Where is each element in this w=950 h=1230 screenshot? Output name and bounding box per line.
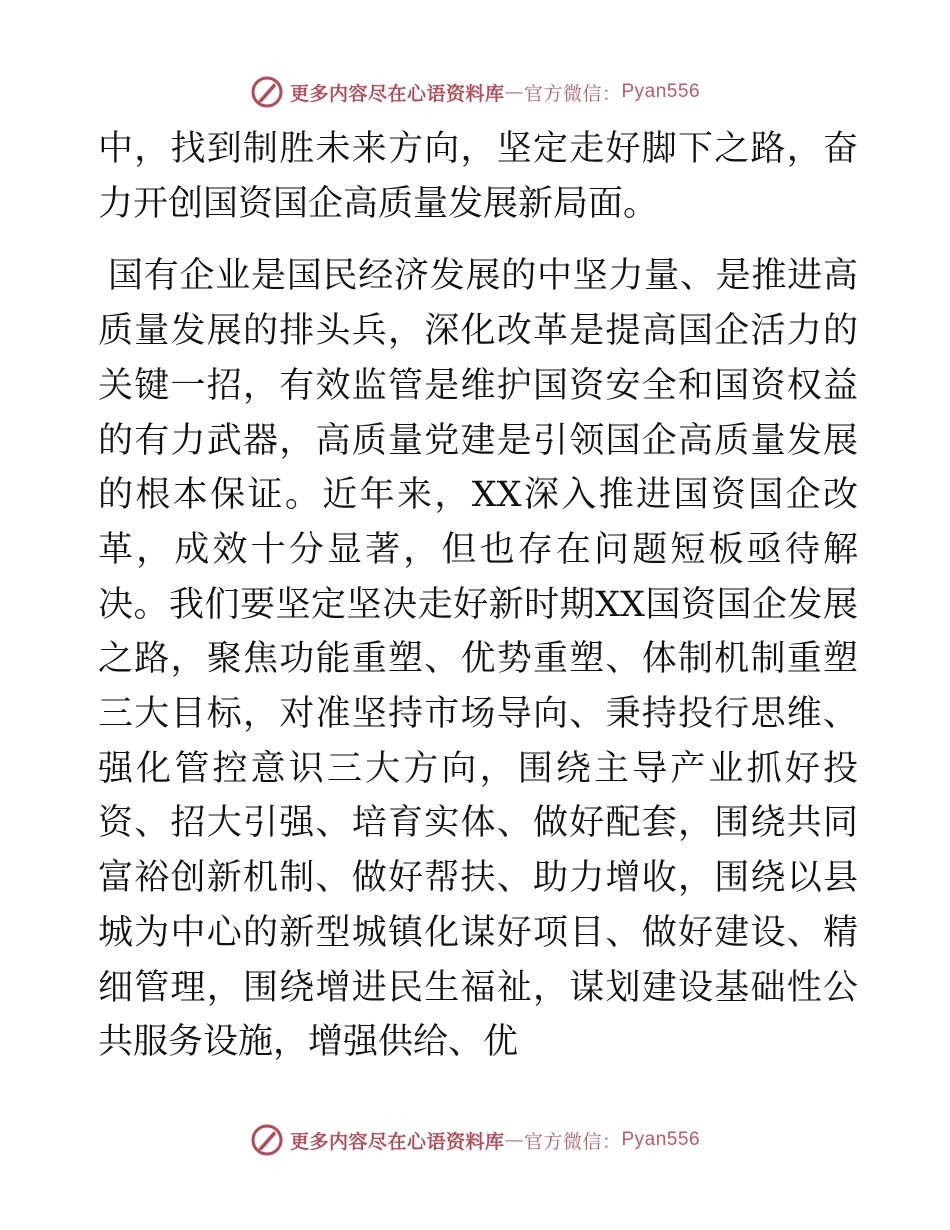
- header-library-text: 更多内容尽在心语资料库: [289, 82, 505, 105]
- header-wechat-label: 官方微信：: [523, 82, 622, 105]
- quill-logo-icon: [250, 1123, 284, 1157]
- header-dash: —: [504, 81, 524, 103]
- body-paragraph-1: 中，找到制胜未来方向，坚定走好脚下之路，奋力开创国资国企高质量发展新局面。: [98, 129, 858, 224]
- body-paragraph-2: 国有企业是国民经济发展的中坚力量、是推进高质量发展的排头兵，深化改革是提高国企活力的关键一招，有效监管是维护国资安全和国资权益的有力武器，高质量党建是引领国企高质量发展的根本保证。近年来，XX深入推进国资国企改革，成效十分显著，但也存在问题短板亟待解决。我们要坚定坚决走好新时期XX国资国企发展之路，聚焦功能重塑、优势重塑、体制机制重塑三大目标，对准坚持市场导向、秉持投行思维、强化管控意识三大方向，围绕主导产业抓好投资、招大引强、培育实体、做好配套，围绕共同富裕创新机制、做好帮扶、助力增收，围绕以县城为中心的新型城镇化谋好项目、做好建设、精细管理，围绕增进民生福祉，谋划建设基础性公共服务设施，增强供给、优: [98, 256, 858, 1063]
- header-wechat-handle: Pyan556: [621, 81, 701, 102]
- quill-logo-icon: [250, 75, 284, 109]
- footer-dash: —: [504, 1129, 524, 1151]
- document-body: [98, 122, 858, 1070]
- page-footer-banner: [0, 1120, 950, 1160]
- footer-library-text: 更多内容尽在心语资料库: [289, 1130, 505, 1153]
- footer-wechat-handle: Pyan556: [621, 1129, 701, 1150]
- footer-wechat-label: 官方微信：: [523, 1130, 622, 1153]
- page-header-banner: [0, 72, 950, 112]
